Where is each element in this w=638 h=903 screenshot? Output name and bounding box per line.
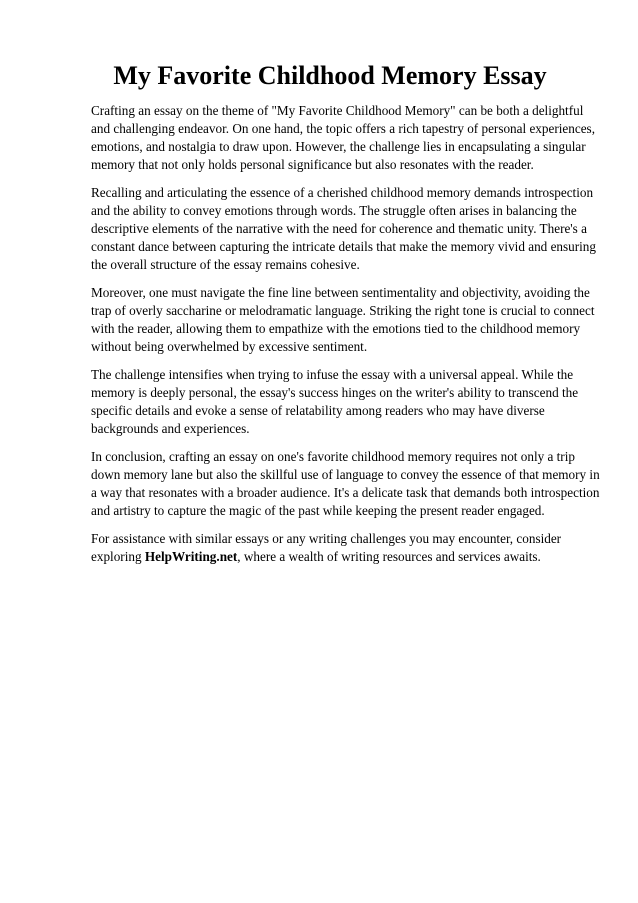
paragraph-3: Moreover, one must navigate the fine line between sentimentality and objectivity, avoiding the trap of overly saccharine or melodramatic language. Striking the right tone is crucial to connect with the reader, allowing them to empathize with the emotions tied to the childhood memory without being overwhelmed by excessive sentiment. <box>91 285 595 354</box>
paragraph-5: In conclusion, crafting an essay on one's favorite childhood memory requires not only a trip down memory lane but also the skillful use of language to convey the essence of that memory in a way that resonates with a broader audience. It's a delicate task that demands both introspection and artistry to capture the magic of the past while keeping the present reader engaged. <box>91 449 600 518</box>
closing-paragraph <box>91 530 601 566</box>
paragraph-2: Recalling and articulating the essence of a cherished childhood memory demands introspection and the ability to convey emotions through words. The struggle often arises in balancing the descriptive elements of the narrative with the need for coherence and thematic unity. There's a constant dance between capturing the intricate details that make the memory vivid and ensuring the overall structure of the essay remains cohesive. <box>91 185 596 272</box>
essay-body <box>91 102 601 576</box>
closing-text-before: For assistance with similar essays or any writing challenges you may encounter, consider exploring <box>91 531 562 564</box>
helpwriting-link[interactable]: HelpWriting.net <box>144 549 238 564</box>
closing-text-after: , where a wealth of writing resources and services awaits. <box>237 549 541 564</box>
paragraph-1: Crafting an essay on the theme of "My Favorite Childhood Memory" can be both a delightful and challenging endeavor. On one hand, the topic offers a rich tapestry of personal experiences, emotions, and nostalgia to draw upon. However, the challenge lies in encapsulating a singular memory that not only holds personal significance but also resonates with the reader. <box>91 103 595 172</box>
page-title: My Favorite Childhood Memory Essay <box>113 61 547 90</box>
paragraph-4: The challenge intensifies when trying to infuse the essay with a universal appeal. While the memory is deeply personal, the essay's success hinges on the writer's ability to transcend the specific details and evoke a sense of relatability among readers who may have diverse backgrounds and experiences. <box>91 367 579 436</box>
